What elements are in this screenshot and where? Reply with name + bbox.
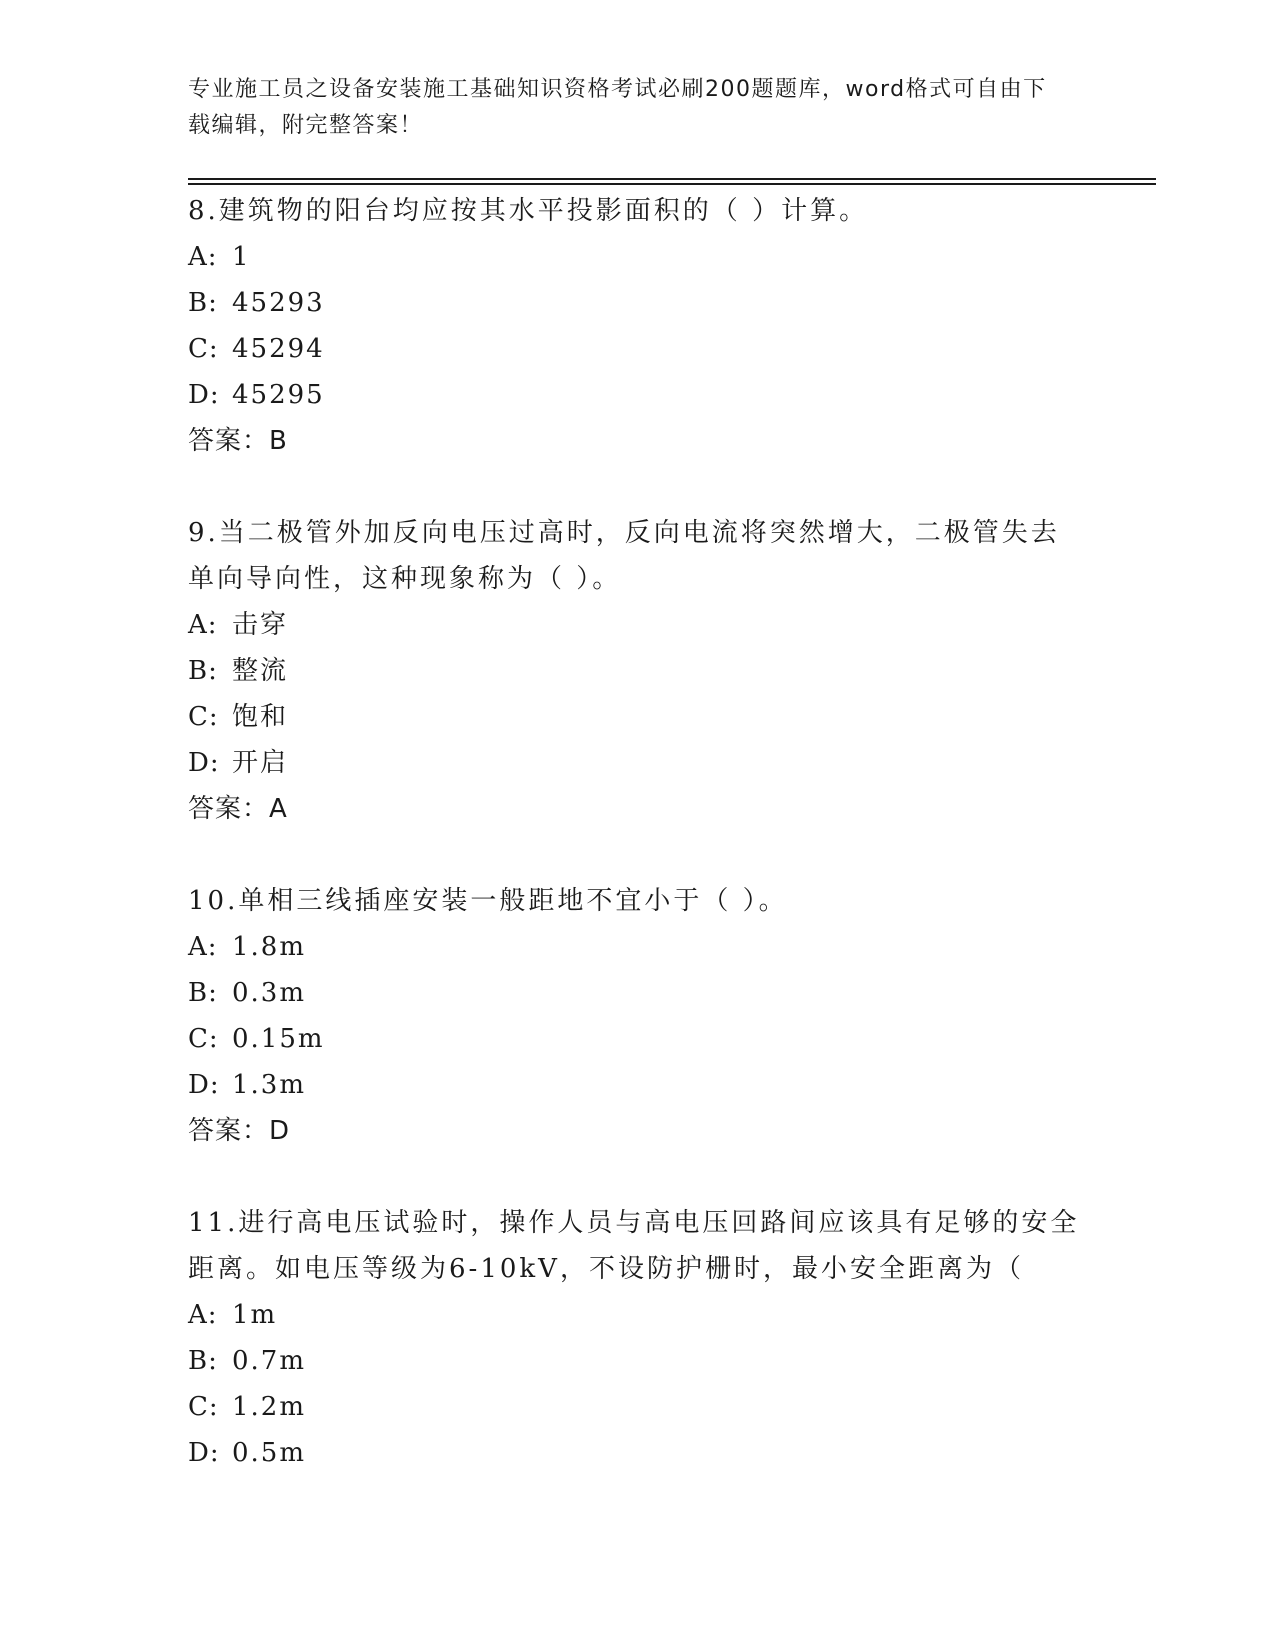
header-divider-bottom — [188, 183, 1156, 185]
option-letter: C: — [188, 702, 219, 732]
question-11 — [188, 1200, 1088, 1476]
option-letter: C: — [188, 1392, 219, 1422]
option-letter: B: — [188, 288, 218, 318]
option-letter: A: — [188, 610, 218, 640]
answer-line: 答案：B — [188, 426, 288, 456]
option-letter: A: — [188, 242, 218, 272]
option-d — [188, 740, 1088, 786]
answer-line: 答案：D — [188, 1116, 291, 1146]
option-letter: D: — [188, 380, 220, 410]
option-a — [188, 602, 1088, 648]
option-letter: B: — [188, 656, 218, 686]
question-8 — [188, 188, 1088, 464]
question-9 — [188, 510, 1088, 832]
option-text: 1 — [232, 242, 251, 272]
option-a — [188, 924, 1088, 970]
option-text: 饱和 — [232, 702, 289, 732]
option-b — [188, 648, 1088, 694]
option-text: 击穿 — [232, 610, 289, 640]
option-a — [188, 234, 1088, 280]
question-stem: 8.建筑物的阳台均应按其水平投影面积的（ ）计算。 — [188, 196, 869, 226]
answer-line: 答案：A — [188, 794, 288, 824]
question-stem: 10.单相三线插座安装一般距地不宜小于（ ）。 — [188, 886, 788, 916]
option-text: 1m — [232, 1300, 278, 1330]
option-text: 1.3m — [232, 1070, 307, 1100]
option-d — [188, 1430, 1088, 1476]
option-text: 1.2m — [232, 1392, 307, 1422]
option-b — [188, 1338, 1088, 1384]
option-text: 0.3m — [232, 978, 307, 1008]
option-letter: B: — [188, 978, 218, 1008]
header-divider-top — [188, 178, 1156, 180]
document-header: 专业施工员之设备安装施工基础知识资格考试必刷200题题库，word格式可自由下载编辑，附完整答案！ — [188, 77, 1047, 138]
option-letter: B: — [188, 1346, 218, 1376]
option-b — [188, 970, 1088, 1016]
option-text: 45294 — [232, 334, 325, 364]
option-letter: C: — [188, 334, 219, 364]
option-text: 整流 — [232, 656, 289, 686]
option-letter: A: — [188, 932, 218, 962]
option-c — [188, 1384, 1088, 1430]
option-letter: D: — [188, 748, 220, 778]
option-a — [188, 1292, 1088, 1338]
option-c — [188, 1016, 1088, 1062]
question-stem: 9.当二极管外加反向电压过高时，反向电流将突然增大，二极管失去单向导向性，这种现象称为（ ）。 — [188, 518, 1060, 594]
option-c — [188, 326, 1088, 372]
question-10 — [188, 878, 1088, 1154]
option-text: 45293 — [232, 288, 325, 318]
option-letter: D: — [188, 1070, 220, 1100]
option-text: 开启 — [232, 748, 289, 778]
option-d — [188, 372, 1088, 418]
option-d — [188, 1062, 1088, 1108]
question-list — [188, 188, 1088, 1522]
option-c — [188, 694, 1088, 740]
option-text: 45295 — [232, 380, 325, 410]
question-stem: 11.进行高电压试验时，操作人员与高电压回路间应该具有足够的安全距离。如电压等级为6-10kV，不设防护栅时，最小安全距离为（ — [188, 1208, 1080, 1284]
option-b — [188, 280, 1088, 326]
option-letter: A: — [188, 1300, 218, 1330]
option-letter: C: — [188, 1024, 219, 1054]
option-text: 0.5m — [232, 1438, 307, 1468]
option-text: 1.8m — [232, 932, 307, 962]
option-letter: D: — [188, 1438, 220, 1468]
option-text: 0.7m — [232, 1346, 307, 1376]
option-text: 0.15m — [232, 1024, 325, 1054]
